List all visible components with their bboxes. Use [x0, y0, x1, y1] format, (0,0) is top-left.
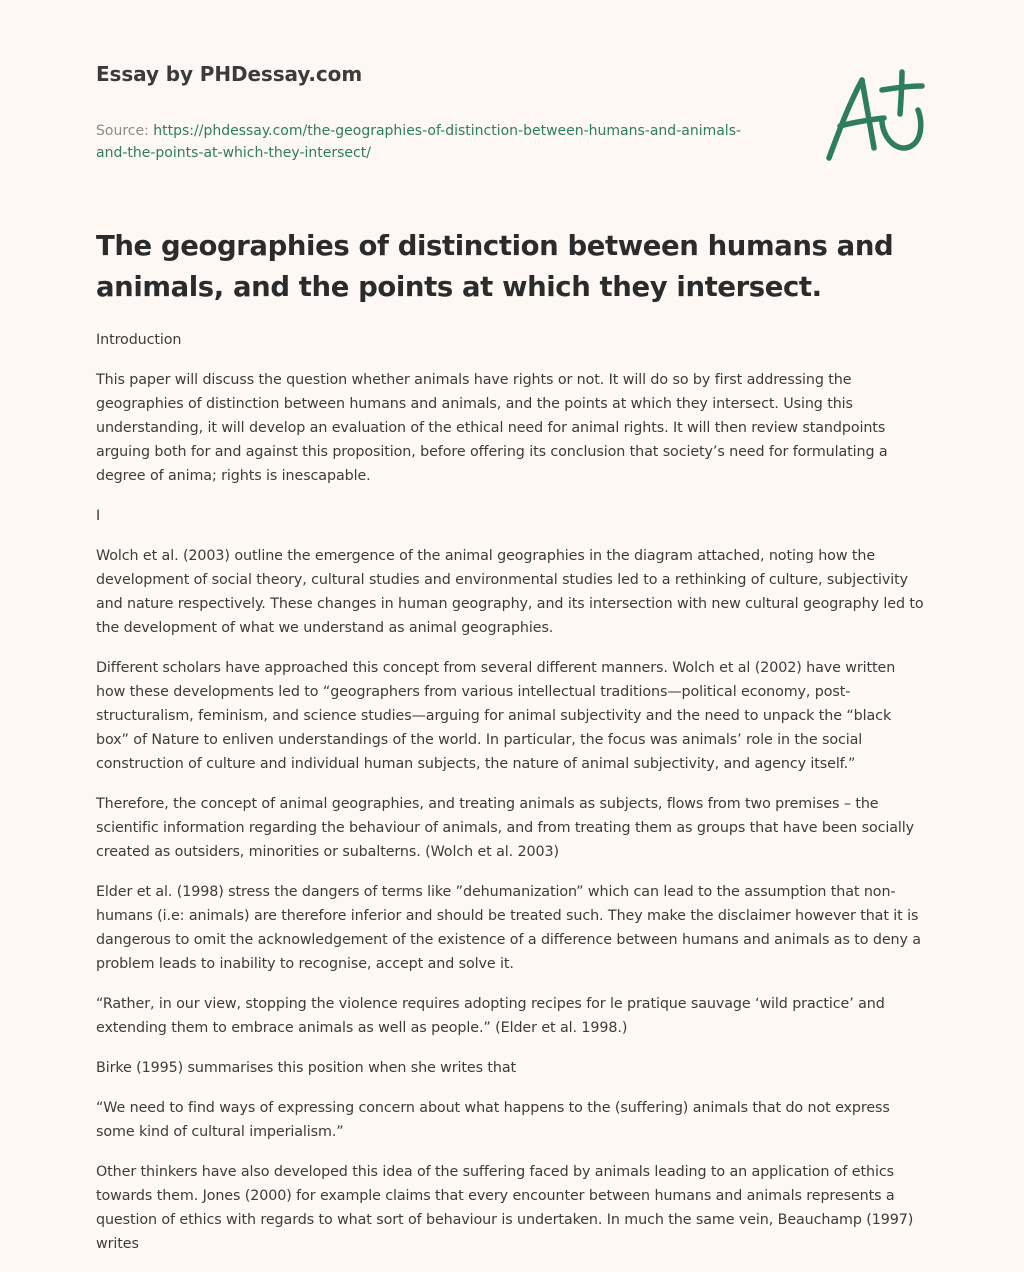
source-label: Source:: [96, 123, 154, 139]
source-line: [96, 120, 756, 164]
source-link[interactable]: https://phdessay.com/the-geographies-of-distinction-between-humans-and-animals-and-the-points-at-which-they-intersect/: [96, 123, 742, 161]
essay-title: The geographies of distinction between humans and animals, and the points at which they intersect.: [96, 230, 894, 303]
quote-paragraph: “Rather, in our view, stopping the violence requires adopting recipes for le pratique sauvage ‘wild practice’ and extending them to embrace animals as well as people.” (Elder et al. 1998.): [96, 996, 885, 1036]
essay-content: [96, 226, 928, 1272]
paragraph: This paper will discuss the question whether animals have rights or not. It will do so by first addressing the geographies of distinction between humans and animals, and the points at which they intersect. Using this understanding, it will develop an evaluation of the ethical need for animal rights. It will then review standpoints arguing both for and against this proposition, before offering its conclusion that society’s need for formulating a degree of anima; rights is inescapable.: [96, 372, 888, 484]
a-plus-grade-icon: [818, 64, 930, 164]
paragraph: Wolch et al. (2003) outline the emergence of the animal geographies in the diagram attached, noting how the development of social theory, cultural studies and environmental studies led to a rethinking of culture, subjectivity and nature respectively. These changes in human geography, and its intersection with new cultural geography led to the development of what we understand as animal geographies.: [96, 548, 924, 636]
quote-paragraph: “We need to find ways of expressing concern about what happens to the (suffering) animals that do not express some kind of cultural imperialism.”: [96, 1100, 890, 1140]
paragraph: Birke (1995) summarises this position when she writes that: [96, 1060, 517, 1076]
paragraph: Different scholars have approached this concept from several different manners. Wolch et al (2002) have written how these developments led to “geographers from various intellectual traditions—political economy, post-structuralism, feminism, and science studies—arguing for animal subjectivity and the need to unpack the “black box” of Nature to enliven understandings of the world. In particular, the focus was animals’ role in the social construction of culture and individual human subjects, the nature of animal subjectivity, and agency itself.”: [96, 660, 896, 772]
paragraph: Therefore, the concept of animal geographies, and treating animals as subjects, flows from two premises – the scientific information regarding the behaviour of animals, and from treating them as groups that have been socially created as outsiders, minorities or subalterns. (Wolch et al. 2003): [96, 796, 915, 860]
paragraph: Other thinkers have also developed this idea of the suffering faced by animals leading to an application of ethics towards them. Jones (2000) for example claims that every encounter between humans and animals represents a question of ethics with regards to what sort of behaviour is undertaken. In much the same vein, Beauchamp (1997) writes: [96, 1164, 914, 1252]
essay-header: [96, 62, 756, 164]
paragraph: Elder et al. (1998) stress the dangers of terms like ”dehumanization” which can lead to the assumption that non-humans (i.e: animals) are therefore inferior and should be treated such. They make the disclaimer however that it is dangerous to omit the acknowledgement of the existence of a difference between humans and animals as to deny a problem leads to inability to recognise, accept and solve it.: [96, 884, 921, 972]
section-numeral: I: [96, 508, 101, 524]
paragraph-intro-heading: Introduction: [96, 332, 182, 348]
site-brand: Essay by PHDessay.com: [96, 62, 363, 86]
